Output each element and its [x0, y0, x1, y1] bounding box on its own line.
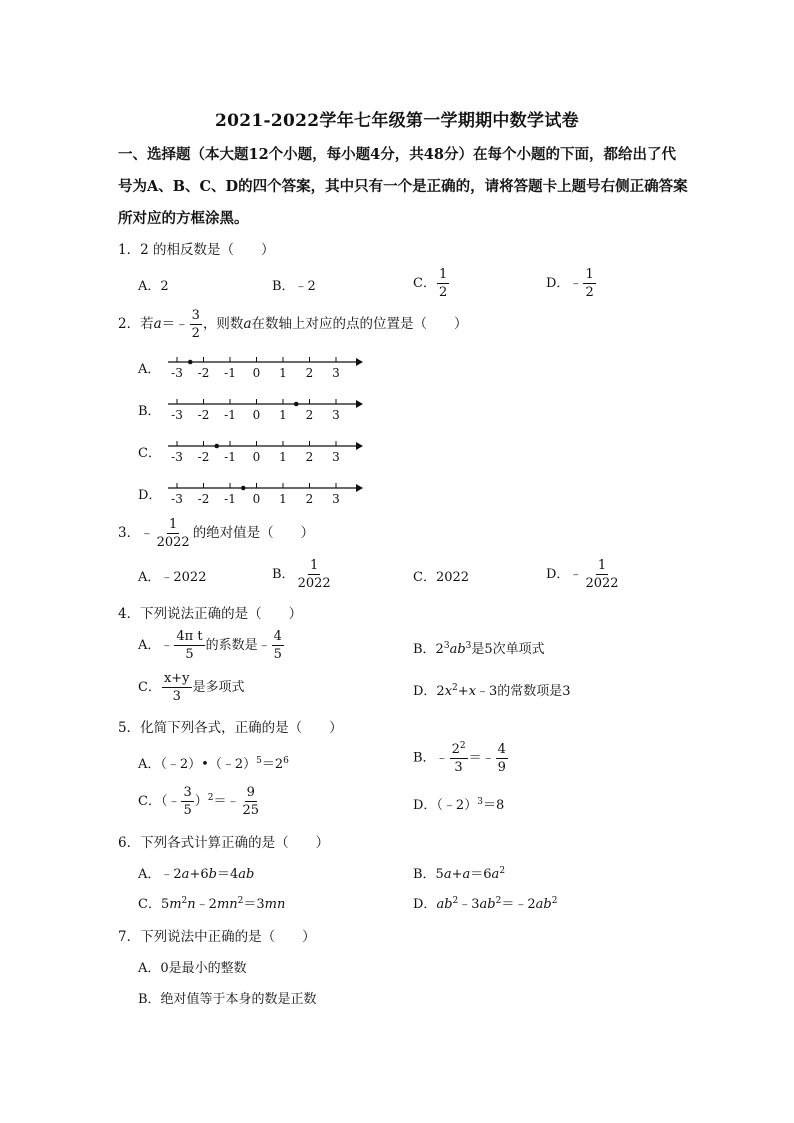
tick-label: 1	[279, 408, 287, 422]
question-5-stem: 5．化简下列各式，正确的是（ ）	[118, 720, 343, 736]
number-line-b	[166, 396, 366, 426]
fraction: $\frac{\text{4π t}}{5}$	[176, 629, 203, 662]
tick-label: 0	[252, 366, 261, 380]
q7-option-a: A．0是最小的整数	[138, 961, 247, 976]
q1-option-a: A．2	[138, 279, 169, 294]
point-marker	[294, 402, 299, 407]
tick-label: -2	[197, 366, 210, 380]
fraction: $\frac{1}{2}$	[585, 267, 594, 300]
tick-label: -1	[224, 366, 236, 380]
q6-option-b: B．$5a+a=6a^2$	[413, 866, 506, 882]
tick-label: 3	[332, 408, 340, 422]
tick-label: 0	[252, 408, 261, 422]
point-marker	[241, 486, 246, 491]
tick-label: -1	[224, 492, 236, 506]
tick-label: 2	[305, 408, 314, 422]
tick-label: -3	[171, 366, 183, 380]
axis-arrow-icon	[356, 358, 363, 366]
q5-option-b: B．﹣ $\frac{2^2}{3}$ ＝﹣ $\frac{4}{9}$	[413, 741, 506, 775]
q3-option-a: A．﹣2022	[138, 570, 207, 585]
fraction: $\frac{9}{25}$	[242, 785, 260, 818]
tick-label: -3	[171, 450, 183, 464]
point-marker	[188, 360, 193, 365]
fraction: $\frac{1}{2}$	[438, 267, 448, 300]
q6-option-d: D．$ab^2﹣3ab^2=﹣2ab^2$	[413, 896, 558, 912]
tick-label: 3	[332, 492, 340, 506]
section-heading: 一、选择题（本大题12个小题，每小题4分，共48分）在每个小题的下面，都给出了代号为A、B、C、D的四个答案，其中只有一个是正确的，请将答题卡上题号右侧正确答案所对应的方框涂黑。	[118, 146, 688, 227]
tick-label: 2	[305, 366, 314, 380]
point-marker	[214, 444, 219, 449]
fraction: $\frac{2^2}{3}$	[451, 741, 466, 775]
question-1-stem: 1．2 的相反数是（ ）	[118, 242, 275, 258]
fraction: $\frac{3}{5}$	[183, 785, 192, 818]
q3-option-b: B． $\frac{1}{2022}$	[272, 558, 331, 591]
tick-label: 2	[305, 450, 314, 464]
question-6-stem: 6．下列各式计算正确的是（ ）	[118, 835, 330, 851]
tick-label: -1	[224, 408, 236, 422]
number-line-d	[166, 480, 366, 510]
fraction: $\frac{1}{2022}$	[297, 558, 331, 591]
tick-label: 1	[279, 492, 287, 506]
question-4-stem: 4．下列说法正确的是（ ）	[118, 606, 303, 622]
q3-option-c: C．2022	[413, 570, 470, 585]
question-2-stem: 2．若a＝﹣ $\frac{3}{2}$ ，则数a在数轴上对应的点的位置是（ ）	[118, 308, 468, 341]
number-line-svg	[166, 438, 366, 468]
axis-arrow-icon	[356, 442, 363, 450]
q2-option-d-label: D．	[138, 488, 162, 503]
tick-label: 2	[305, 492, 314, 506]
tick-label: -3	[171, 492, 183, 506]
tick-label: -2	[197, 450, 210, 464]
number-line-svg	[166, 396, 366, 426]
number-line-c	[166, 438, 366, 468]
q2-option-c-label: C．	[138, 446, 161, 461]
number-line-svg	[166, 354, 366, 384]
tick-label: -2	[197, 408, 210, 422]
question-7-stem: 7．下列说法中正确的是（ ）	[118, 929, 316, 945]
q5-option-d: D．（﹣2）$^3$＝8	[413, 797, 505, 813]
q6-option-a: A．﹣2a+6b＝4ab	[138, 867, 255, 882]
q5-option-c: C．（﹣ $\frac{3}{5}$ ）$^2$＝﹣ $\frac{9}{25}$	[138, 785, 260, 818]
q2-option-b-label: B．	[138, 404, 161, 419]
page-title: 2021-2022学年七年级第一学期期中数学试卷	[215, 111, 579, 131]
tick-label: 0	[252, 492, 261, 506]
tick-label: 3	[332, 450, 340, 464]
fraction: $\frac{4}{5}$	[273, 629, 282, 662]
fraction: $\frac{4}{9}$	[497, 741, 506, 775]
axis-arrow-icon	[356, 484, 363, 492]
tick-label: 3	[332, 366, 340, 380]
q3-option-d: D．﹣ $\frac{1}{2022}$	[546, 558, 619, 591]
tick-label: 1	[279, 450, 287, 464]
number-line-a	[166, 354, 366, 384]
q2-option-a-label: A．	[138, 362, 161, 377]
fraction: $\frac{1}{2022}$	[156, 517, 190, 550]
q4-option-b: B．$2^3ab^3$是5次单项式	[413, 641, 545, 657]
q1-option-b: B．﹣2	[272, 279, 316, 294]
q4-option-d: D．$2x^2+x﹣3$的常数项是3	[413, 683, 571, 699]
q1-option-d: D．﹣ $\frac{1}{2}$	[546, 267, 594, 300]
q4-option-a: A．﹣ $\frac{\text{4π t}}{5}$ 的系数是﹣ $\frac{4}{5}$	[138, 629, 282, 662]
q4-option-c: C． $\frac{x+y}{3}$ 是多项式	[138, 671, 245, 704]
tick-label: -3	[171, 408, 183, 422]
tick-label: 1	[279, 366, 287, 380]
fraction: $\frac{1}{2022}$	[585, 558, 619, 591]
fraction: $\frac{3}{2}$	[191, 308, 200, 341]
q7-option-b: B．绝对值等于本身的数是正数	[138, 992, 317, 1007]
q5-option-a: A．$(﹣2)•(﹣2)^5=2^6$	[138, 756, 289, 772]
number-line-svg	[166, 480, 366, 510]
tick-label: 0	[252, 450, 261, 464]
fraction: $\frac{x+y}{3}$	[163, 671, 190, 704]
tick-label: -2	[197, 492, 210, 506]
axis-arrow-icon	[356, 400, 363, 408]
tick-label: -1	[224, 450, 236, 464]
q1-option-c: C． $\frac{1}{2}$	[413, 267, 448, 300]
q6-option-c: C．$5m^2n﹣2mn^2=3mn$	[138, 896, 286, 912]
question-3-stem: 3．﹣ $\frac{1}{2022}$ 的绝对值是（ ）	[118, 517, 315, 550]
